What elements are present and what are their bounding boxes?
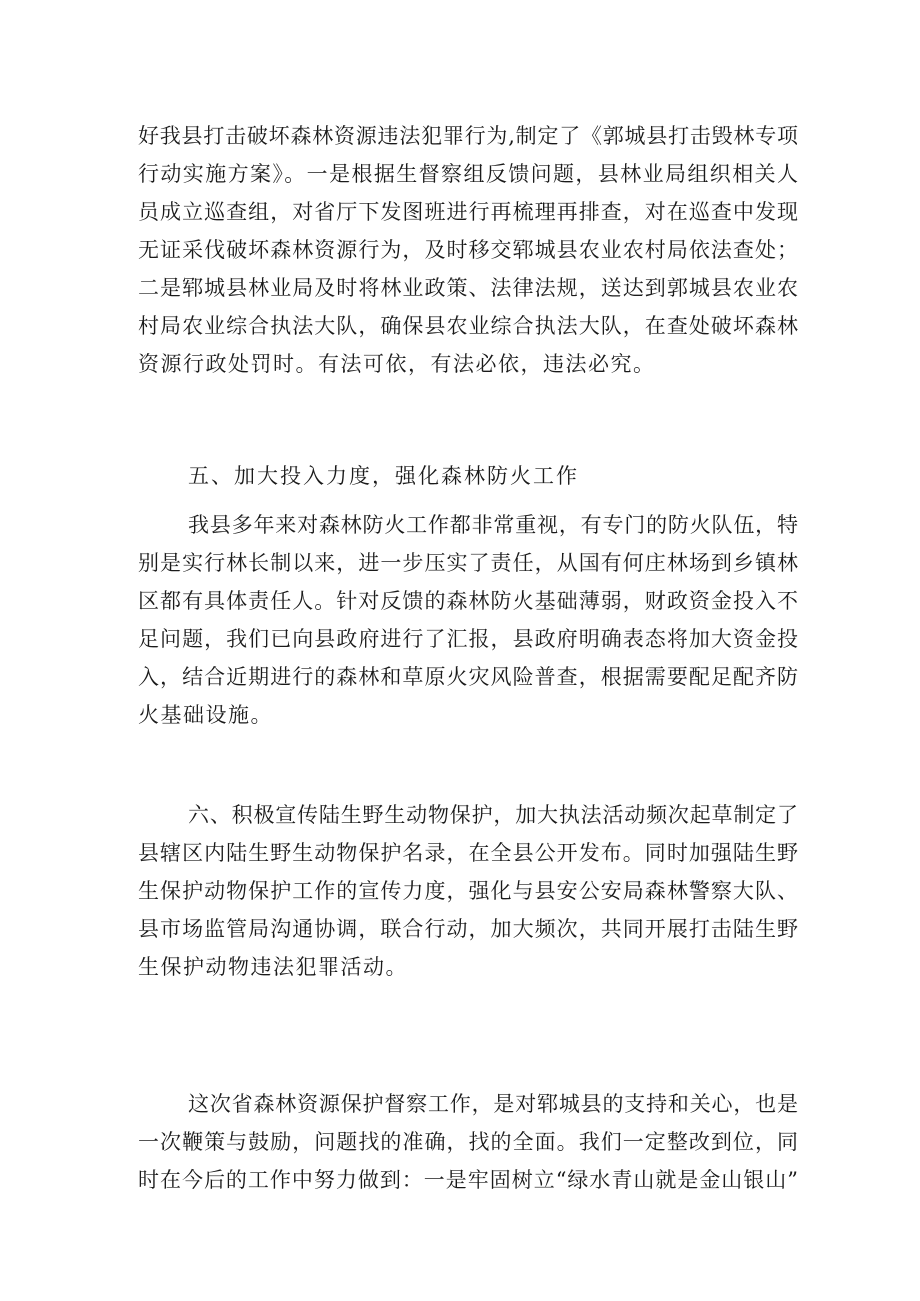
paragraph-line: 二是郓城县林业局及时将林业政策、法律法规，送达到郭城县农业农 — [138, 276, 798, 300]
paragraph-line: 足问题，我们已向县政府进行了汇报，县政府明确表态将加大资金投 — [138, 627, 798, 651]
paragraph-line: 生保护动物保护工作的宣传力度，强化与县安公安局森林警察大队、 — [138, 879, 798, 903]
paragraph-line: 县市场监管局沟通协调，联合行动，加大频次，共同开展打击陆生野 — [138, 917, 798, 941]
paragraph-line-last: 资源行政处罚时。有法可依，有法必依，违法必究。 — [138, 352, 656, 376]
paragraph-line-first: 我县多年来对森林防火工作都非常重视，有专门的防火队伍，特 — [188, 513, 798, 537]
paragraph-line: 别是实行林长制以来，进一步压实了责任，从国有何庄林场到乡镇林 — [138, 551, 798, 575]
paragraph-line: 时在今后的工作中努力做到：一是牢固树立“绿水青山就是金山银山” — [138, 1168, 798, 1192]
paragraph-line-last: 火基础设施。 — [138, 703, 273, 727]
paragraph-fire-prevention — [138, 506, 798, 734]
paragraph-line: 区都有具体责任人。针对反馈的森林防火基础薄弱，财政资金投入不 — [138, 589, 798, 613]
paragraph-forest-crime-enforcement — [138, 117, 798, 383]
paragraph-line-first: 六、积极宣传陆生野生动物保护，加大执法活动频次起草制定了 — [188, 803, 798, 827]
paragraph-line: 无证采伐破坏森林资源行为，及时移交郓城县农业农村局依法查处； — [138, 238, 798, 262]
paragraph-line: 行动实施方案》。一是根据生督察组反馈问题，县林业局组织相关人 — [138, 162, 798, 186]
paragraph-wildlife-protection — [138, 796, 798, 986]
paragraph-inspection-summary — [138, 1085, 798, 1199]
paragraph-line: 好我县打击破坏森林资源违法犯罪行为,制定了《郭城县打击毁林专项 — [138, 124, 798, 148]
paragraph-line: 员成立巡查组，对省厅下发图班进行再梳理再排查，对在巡查中发现 — [138, 200, 798, 224]
paragraph-line-last: 生保护动物违法犯罪活动。 — [138, 955, 408, 979]
paragraph-line: 村局农业综合执法大队，确保县农业综合执法大队，在查处破坏森林 — [138, 314, 798, 338]
paragraph-line-first: 这次省森林资源保护督察工作，是对郓城县的支持和关心，也是 — [188, 1092, 798, 1116]
paragraph-line: 入，结合近期进行的森林和草原火灾风险普查，根据需要配足配齐防 — [138, 665, 798, 689]
paragraph-line: 一次鞭策与鼓励，问题找的准确，找的全面。我们一定整改到位，同 — [138, 1130, 798, 1154]
section-heading-fire-prevention — [138, 457, 798, 495]
section-heading: 五、加大投入力度，强化森林防火工作 — [188, 464, 579, 488]
paragraph-line: 县辖区内陆生野生动物保护名录，在全县公开发布。同时加强陆生野 — [138, 841, 798, 865]
